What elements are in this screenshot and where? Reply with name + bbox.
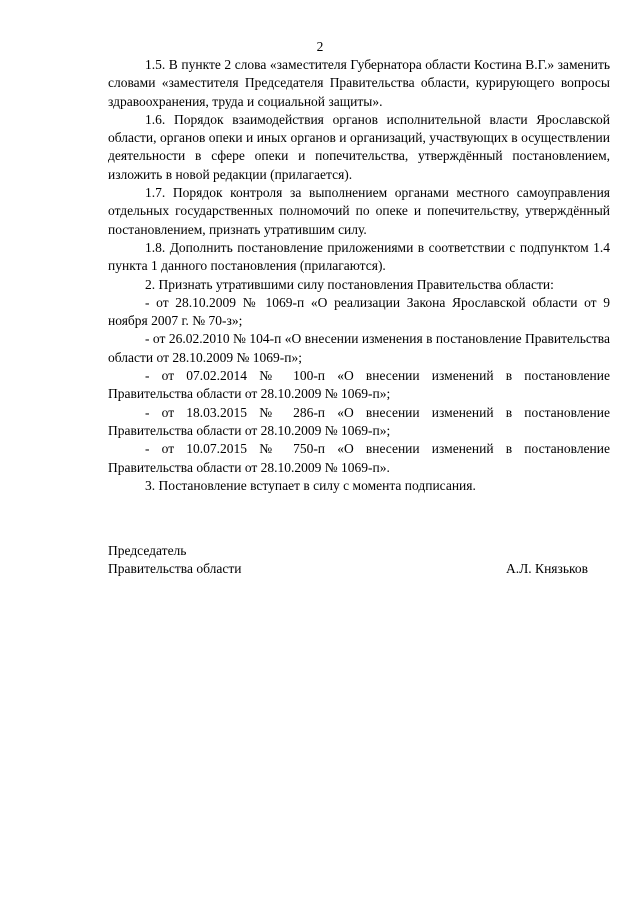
- signatory-name: А.Л. Князьков: [506, 561, 588, 577]
- signatory-title-line-2: Правительства области: [108, 561, 242, 577]
- paragraph-2: 2. Признать утратившими силу постановления Правительства области:: [145, 276, 554, 292]
- paragraph-1-8: 1.8. Дополнить постановление приложениями в соответствии с подпунктом 1.4 пункта 1 данного постановления (прилагаются).: [108, 239, 610, 274]
- repealed-item-3: - от 07.02.2014 № 100-п «О внесении изменений в постановление Правительства области от 28.10.2009 № 1069-п»;: [108, 368, 610, 402]
- paragraph-1-5: 1.5. В пункте 2 слова «заместителя Губернатора области Костина В.Г.» заменить словами «заместителя Председателя Правительства области, курирующего вопросы здравоохранения, труда и социальной защиты».: [108, 57, 610, 109]
- paragraph-3: 3. Постановление вступает в силу с момента подписания.: [145, 477, 476, 493]
- repealed-item-4: - от 18.03.2015 № 286-п «О внесении изменений в постановление Правительства области от 28.10.2009 № 1069-п»;: [108, 404, 610, 438]
- repealed-item-2: - от 26.02.2010 № 104-п «О внесении изменения в постановление Правительства области от 28.10.2009 № 1069-п»;: [108, 331, 610, 365]
- signature-block: [108, 542, 610, 579]
- repealed-item-5: - от 10.07.2015 № 750-п «О внесении изменений в постановление Правительства области от 28.10.2009 № 1069-п».: [108, 441, 610, 475]
- signature-line: [108, 560, 610, 578]
- page-number: 2: [316, 39, 324, 54]
- repealed-item-1: - от 28.10.2009 № 1069-п «О реализации Закона Ярославской области от 9 ноября 2007 г. № 70-з»;: [108, 294, 610, 329]
- document-body: [108, 56, 610, 495]
- paragraph-1-7: 1.7. Порядок контроля за выполнением органами местного самоуправления отдельных государственных полномочий по опеке и попечительству, утверждённый постановлением, признать утратившим силу.: [108, 185, 610, 237]
- signatory-title-line-1: Председатель: [108, 543, 187, 558]
- paragraph-1-6: 1.6. Порядок взаимодействия органов исполнительной власти Ярославской области, органов опеки и иных органов и организаций, участвующих в осуществлении деятельности в сфере опеки и попечительства, утверждённый постановлением, изложить в новой редакции (прилагается).: [108, 111, 610, 182]
